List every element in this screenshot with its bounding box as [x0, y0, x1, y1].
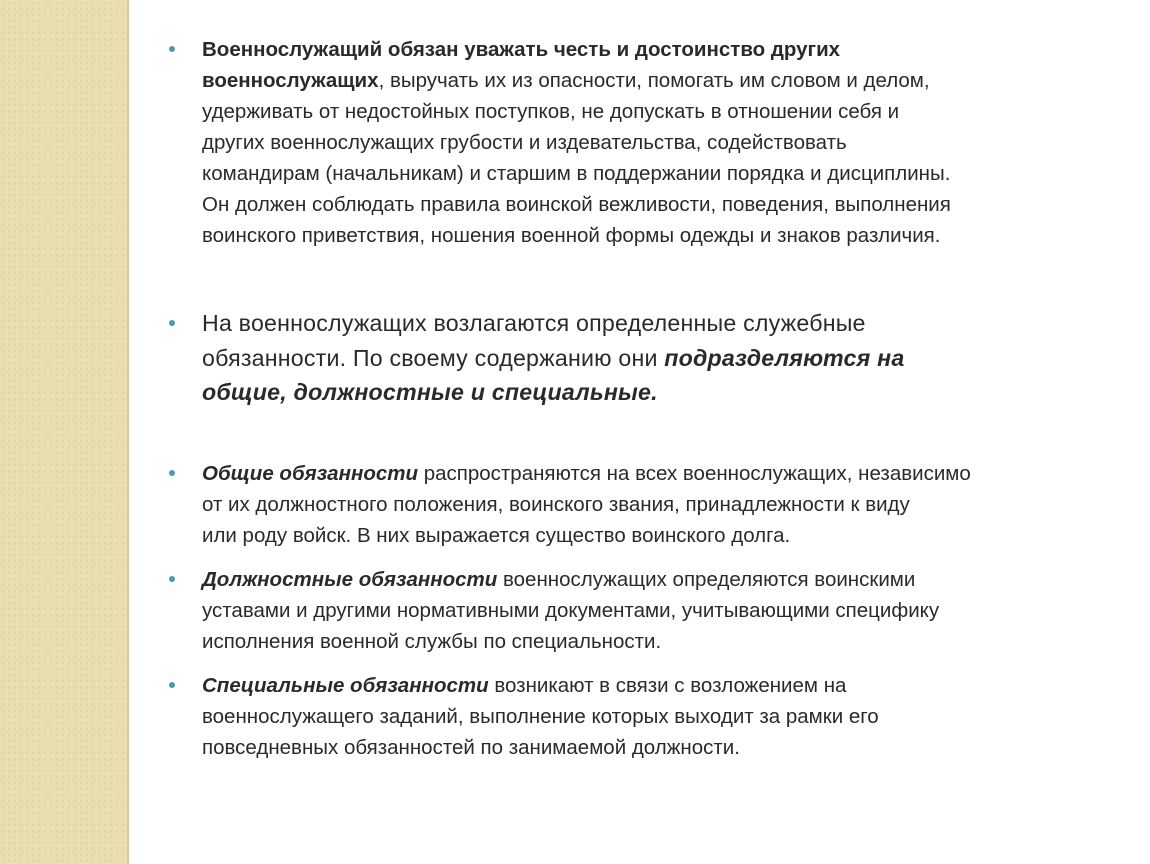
list-item [163, 34, 1093, 251]
emphasis-text: подразделяются на общие, должностные и специальные. [202, 344, 905, 405]
paragraph-text: военнослужащих определяются воинскими уставами и другими нормативными документами, учитывающими специфику исполнения военной службы по специальности. [202, 567, 940, 653]
bullet-dot-icon [169, 682, 175, 688]
list-item [163, 306, 1093, 410]
paragraph-text: распространяются на всех военнослужащих, независимо от их должностного положения, воинского звания, принадлежности к виду или роду войск. В них выражается существо воинского долга. [202, 461, 971, 547]
list-item [163, 564, 1093, 657]
bullet-dot-icon [169, 470, 175, 476]
paragraph [202, 564, 1093, 657]
slide-content [163, 34, 1093, 776]
bullet-dot-icon [169, 576, 175, 582]
emphasis-term: Общие обязанности [202, 461, 419, 485]
paragraph [202, 34, 1093, 251]
paragraph-text: На военнослужащих возлагаются определенные служебные обязанности. По своему содержанию они [202, 310, 866, 371]
bullet-dot-icon [169, 46, 175, 52]
paragraph [202, 458, 1093, 551]
bold-lead-text: Военнослужащий обязан уважать честь и достоинство других военнослужащих [202, 38, 841, 92]
paragraph-text: , выручать их из опасности, помогать им словом и делом, удерживать от недостойных поступков, не допускать в отношении себя и других военнослужащих грубости и издевательства, содействовать командирам (начальникам) и старшим в поддержании порядка и дисциплины. Он должен соблюдать правила воинской вежливости, поведения, выполнения воинского приветствия, ношения военной формы одежды и знаков различия. [202, 69, 951, 247]
emphasis-term: Должностные обязанности [202, 567, 498, 591]
paragraph-text: возникают в связи с возложением на военнослужащего заданий, выполнение которых выходит за рамки его повседневных обязанностей по занимаемой должности. [202, 673, 879, 759]
list-item [163, 458, 1093, 551]
list-item [163, 670, 1093, 763]
paragraph [202, 670, 1093, 763]
paragraph [202, 306, 1093, 410]
decorative-side-band [0, 0, 129, 864]
emphasis-term: Специальные обязанности [202, 673, 489, 697]
bullet-dot-icon [169, 320, 175, 326]
